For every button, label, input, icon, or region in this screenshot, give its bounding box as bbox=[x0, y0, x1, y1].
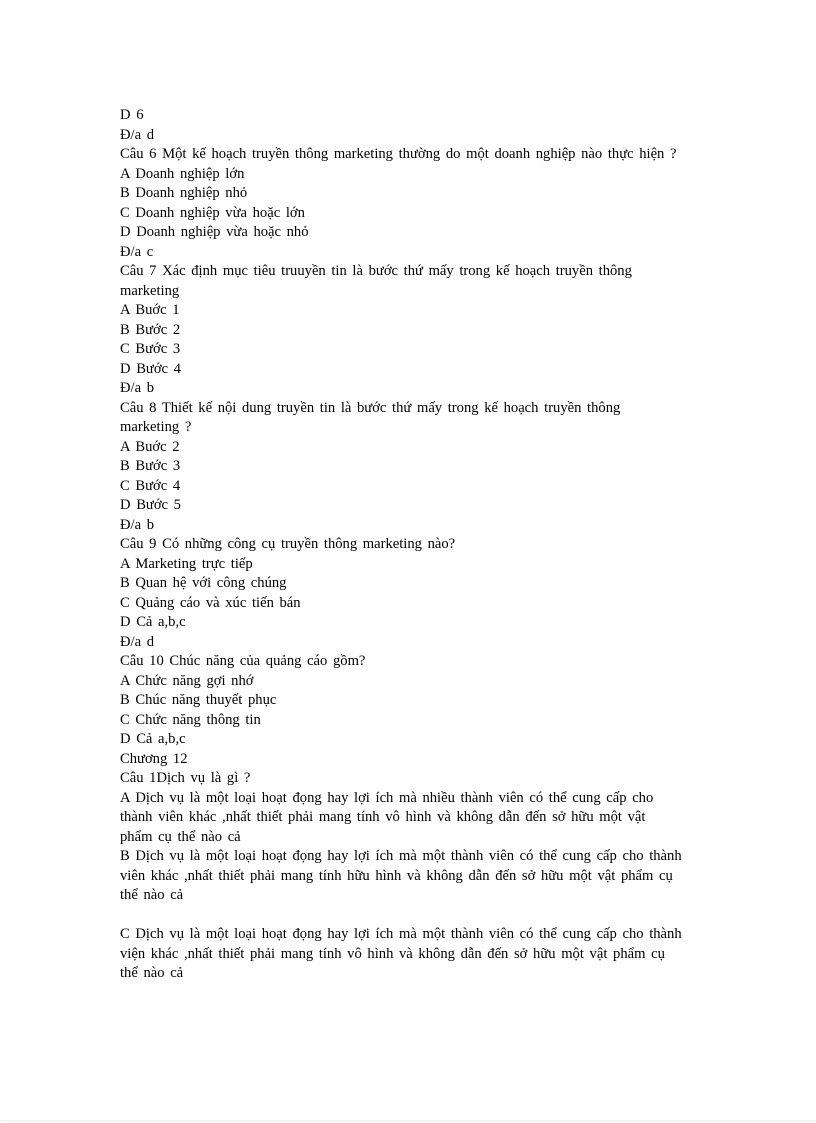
question-line: Câu 10 Chúc năng của quảng cáo gồm? bbox=[120, 653, 366, 669]
answer-line: Đ/a b bbox=[120, 380, 155, 396]
option-line: D Cả a,b,c bbox=[120, 614, 186, 630]
option-line: B Doanh nghiệp nhỏ bbox=[120, 185, 248, 201]
option-line: B Quan hệ với công chúng bbox=[120, 575, 287, 591]
option-line: thành viên khác ,nhất thiết phải mang tính vô hình và không dẫn đến sở hữu một vật bbox=[120, 809, 646, 825]
answer-line: Đ/a b bbox=[120, 516, 155, 533]
option-line: D Doanh nghiệp vừa hoặc nhỏ bbox=[120, 224, 309, 240]
option-line: phẩm cụ thể nào cả bbox=[120, 828, 241, 845]
option-line: A Dịch vụ là một loại hoạt đọng hay lợi ích mà nhiều thành viên có thể cung cấp cho bbox=[120, 789, 654, 806]
option-line: C Chức năng thông tin bbox=[120, 711, 261, 728]
question-line: Câu 7 Xác định mục tiêu truuyền tin là bước thứ mấy trong kế hoạch truyền thông bbox=[120, 263, 632, 279]
document-page bbox=[120, 106, 700, 984]
option-line: A Marketing trực tiếp bbox=[120, 555, 253, 572]
question-line: Câu 1Dịch vụ là gì ? bbox=[120, 770, 251, 786]
answer-line: Đ/a d bbox=[120, 633, 155, 650]
question-line: marketing ? bbox=[120, 419, 192, 435]
question-line: marketing bbox=[120, 282, 180, 299]
option-line: B Chúc năng thuyết phục bbox=[120, 692, 277, 708]
option-line: A Buớc 1 bbox=[120, 302, 180, 318]
page-bottom-rule bbox=[0, 1120, 816, 1122]
option-line: A Doanh nghiệp lớn bbox=[120, 165, 245, 182]
question-line: Câu 6 Một kế hoạch truyền thông marketing thường do một doanh nghiệp nào thực hiện ? bbox=[120, 146, 677, 162]
option-line: A Chức năng gợi nhớ bbox=[120, 672, 254, 689]
option-line: D Bước 5 bbox=[120, 497, 181, 513]
option-line: A Buớc 2 bbox=[120, 438, 180, 455]
option-line: thể nào cả bbox=[120, 965, 184, 981]
option-line: C Doanh nghiệp vừa hoặc lớn bbox=[120, 204, 305, 221]
answer-line: Đ/a d bbox=[120, 126, 155, 143]
option-line: C Dịch vụ là một loại hoạt đọng hay lợi ích mà một thành viên có thể cung cấp cho thành bbox=[120, 926, 682, 942]
option-line: B Dịch vụ là một loại hoạt đọng hay lợi ích mà một thành viên có thể cung cấp cho thành bbox=[120, 848, 682, 864]
option-line: B Bước 2 bbox=[120, 321, 181, 338]
question-line: Câu 9 Có những công cụ truyền thông marketing nào? bbox=[120, 536, 456, 552]
blank-line bbox=[120, 906, 700, 926]
option-line: D Cả a,b,c bbox=[120, 731, 186, 747]
question-line: Câu 8 Thiết kế nội dung truyền tin là bước thứ mấy trong kế hoạch truyền thông bbox=[120, 399, 621, 416]
text-line: D 6 bbox=[120, 107, 144, 123]
option-line: B Bước 3 bbox=[120, 458, 181, 474]
option-line: C Bước 4 bbox=[120, 477, 181, 494]
option-line: D Bước 4 bbox=[120, 360, 181, 377]
answer-line: Đ/a c bbox=[120, 243, 154, 260]
option-line: thể nào cả bbox=[120, 887, 184, 903]
option-line: C Quảng cáo và xúc tiến bán bbox=[120, 594, 301, 611]
option-line: C Bước 3 bbox=[120, 341, 181, 357]
option-line: viện khác ,nhất thiết phải mang tính vô hình và không dẫn đến sở hữu một vật phẩm cụ bbox=[120, 945, 665, 962]
option-line: viên khác ,nhất thiết phải mang tính hữu hình và không dẫn đến sở hữu một vật phẩm cụ bbox=[120, 867, 673, 884]
chapter-heading: Chương 12 bbox=[120, 750, 188, 767]
